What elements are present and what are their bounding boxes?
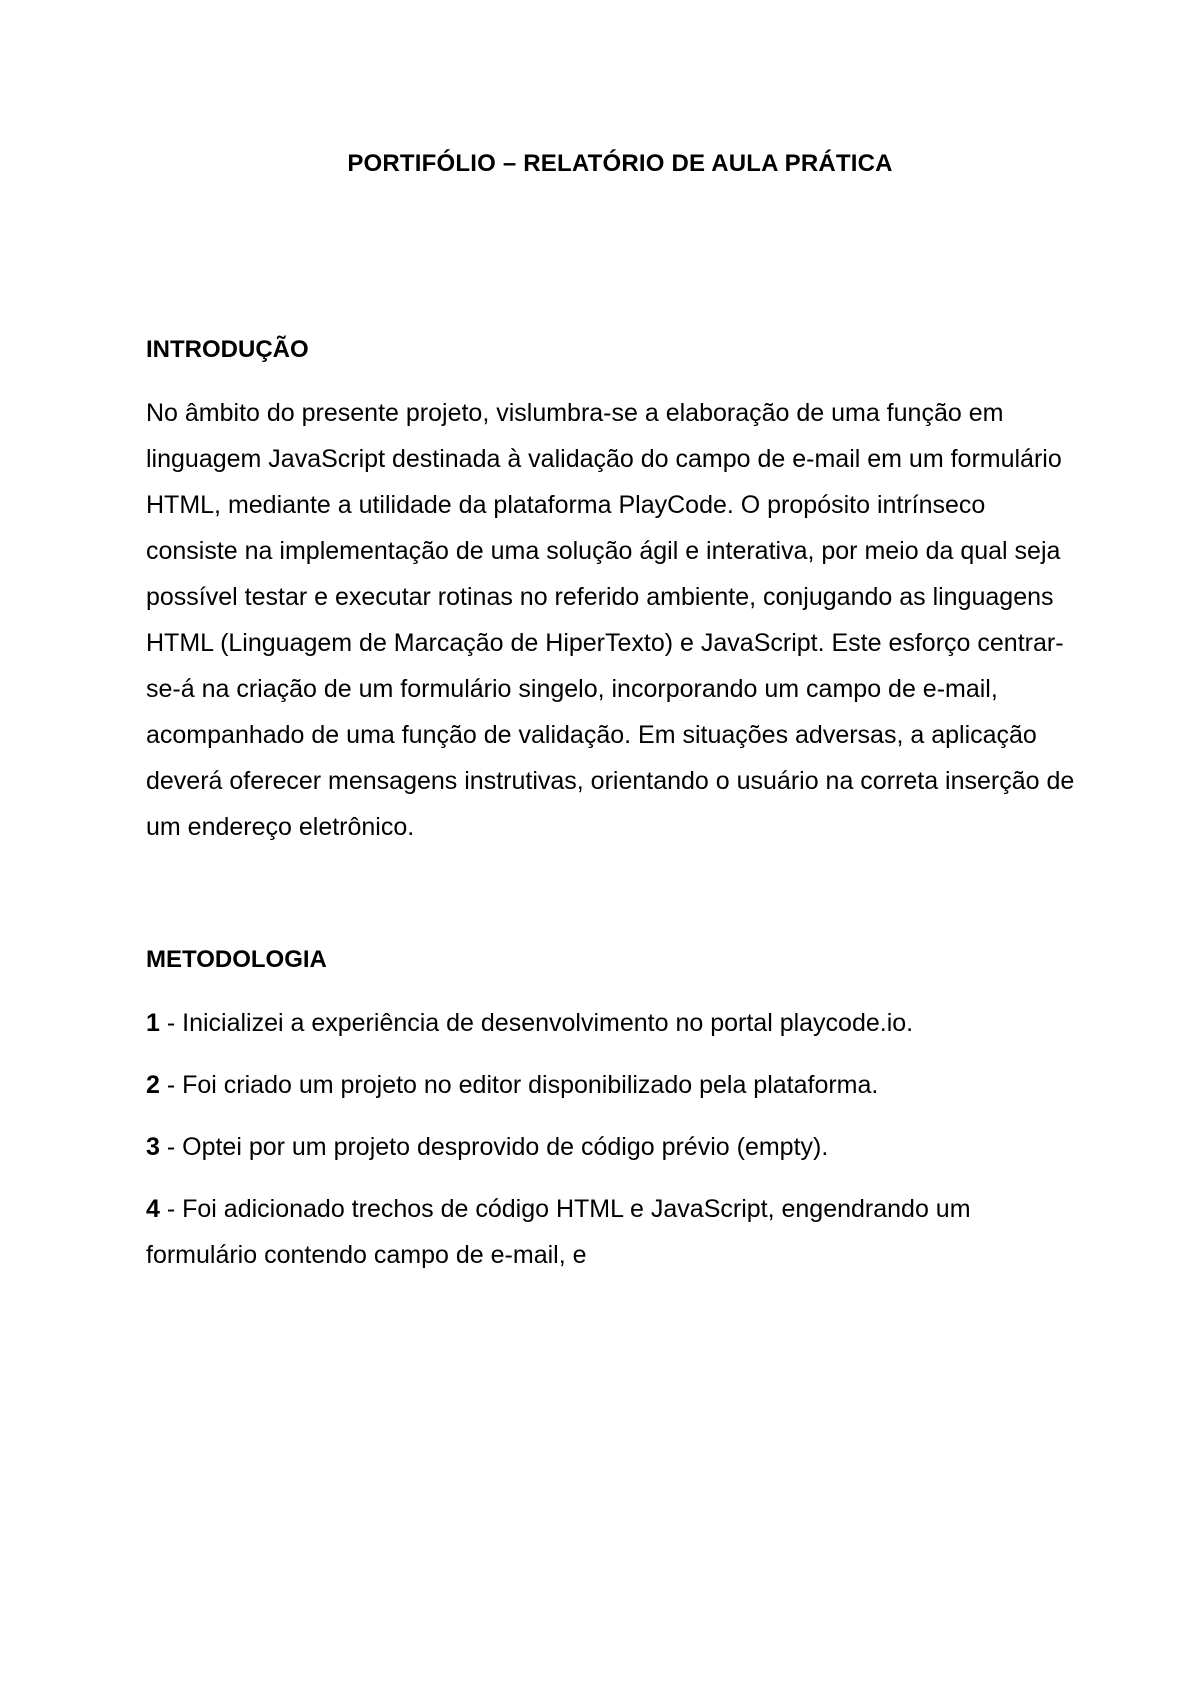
step-text: Foi adicionado trechos de código HTML e JavaScript, engendrando um formulário contendo campo de e-mail, e	[146, 1195, 971, 1269]
methodology-step	[146, 1062, 1076, 1108]
step-text: Foi criado um projeto no editor disponibilizado pela plataforma.	[182, 1071, 879, 1099]
step-separator: -	[159, 1133, 183, 1161]
section-introducao	[146, 332, 1076, 850]
step-number: 3	[146, 1133, 160, 1161]
step-number: 2	[146, 1071, 160, 1099]
step-text: Optei por um projeto desprovido de código prévio (empty).	[182, 1133, 829, 1161]
methodology-step	[146, 1000, 1076, 1046]
document-title: PORTIFÓLIO – RELATÓRIO DE AULA PRÁTICA	[347, 150, 893, 177]
section-heading-metodologia: METODOLOGIA	[146, 946, 327, 973]
document-body	[146, 332, 1076, 1294]
step-number: 4	[146, 1195, 160, 1223]
introducao-paragraph: No âmbito do presente projeto, vislumbra-se a elaboração de uma função em linguagem JavaScript destinada à validação do campo de e-mail em um formulário HTML, mediante a utilidade da plataforma PlayCode. O propósito intrínseco consiste na implementação de uma solução ágil e interativa, por meio da qual seja possível testar e executar rotinas no referido ambiente, conjugando as linguagens HTML (Linguagem de Marcação de HiperTexto) e JavaScript. Este esforço centrar-se-á na criação de um formulário singelo, incorporando um campo de e-mail, acompanhado de uma função de validação. Em situações adversas, a aplicação deverá oferecer mensagens instrutivas, orientando o usuário na correta inserção de um endereço eletrônico.	[146, 399, 1075, 841]
section-metodologia	[146, 942, 1076, 1278]
section-heading-introducao: INTRODUÇÃO	[146, 336, 309, 363]
methodology-step	[146, 1186, 1076, 1278]
methodology-step	[146, 1124, 1076, 1170]
step-separator: -	[159, 1071, 183, 1099]
step-separator: -	[159, 1009, 183, 1037]
step-number: 1	[146, 1009, 160, 1037]
step-text: Inicializei a experiência de desenvolvimento no portal playcode.io.	[182, 1009, 914, 1037]
step-separator: -	[159, 1195, 183, 1223]
